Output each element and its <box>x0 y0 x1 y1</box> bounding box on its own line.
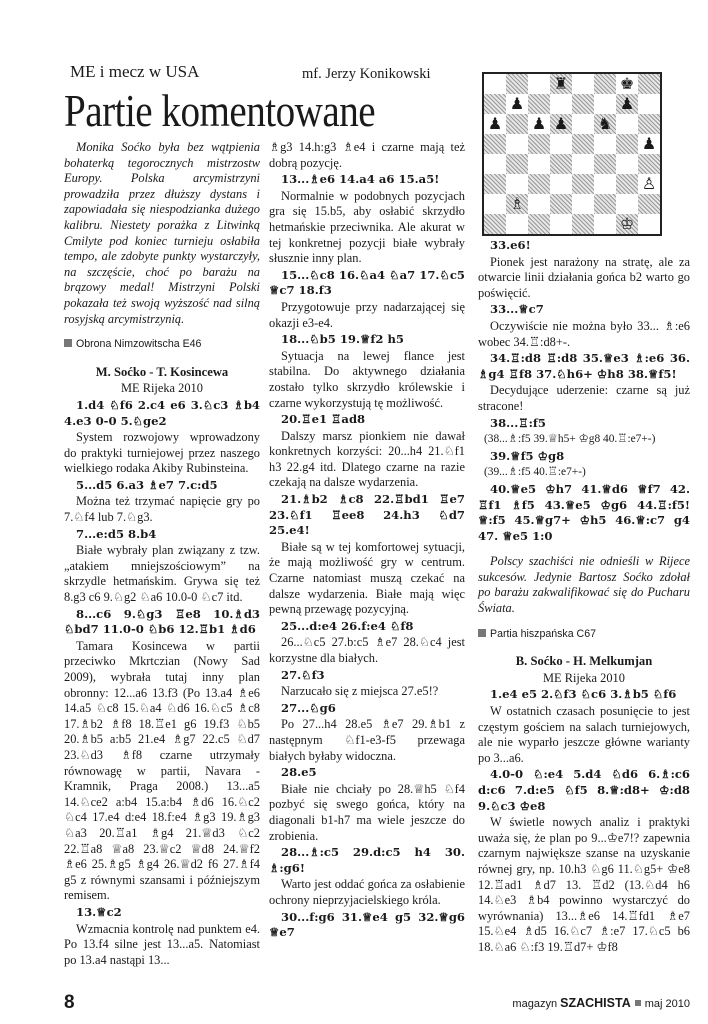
moves: 30...f:g6 31.♕e4 g5 32.♕g6 ♕e7 <box>269 909 465 940</box>
magazine-name: SZACHISTA <box>560 996 631 1010</box>
board-square <box>572 74 594 94</box>
moves: 18...♘b5 19.♕f2 h5 <box>281 332 404 347</box>
moves: 27...♘g6 <box>281 700 336 715</box>
board-square <box>638 114 660 134</box>
board-square <box>550 94 572 114</box>
article-author: mf. Jerzy Konikowski <box>302 66 431 82</box>
game-players: B. Soćko - H. Melkumjan <box>515 654 653 669</box>
board-piece: ♞ <box>594 114 616 134</box>
comment: Można też trzymać napięcie gry po 7.♘f4 lub 7.♘g3. <box>64 494 260 525</box>
square-separator-icon <box>635 1000 641 1006</box>
board-square <box>594 194 616 214</box>
board-square <box>484 214 506 234</box>
board-square <box>572 154 594 174</box>
article-title: Partie komentowane <box>64 85 376 136</box>
moves: 5...d5 6.a3 ♗e7 7.c:d5 <box>76 477 218 492</box>
board-piece: ♔ <box>616 214 638 234</box>
board-square <box>528 134 550 154</box>
moves: 39.♕f5 ♔g8 <box>490 448 565 463</box>
comment: Białe nie chciały po 28.♕h5 ♘f4 pozbyć się swego gońca, który na diagonali b1-h7 ma wiele jeszcze do zrobienia. <box>269 781 465 843</box>
board-square <box>484 94 506 114</box>
moves: 21.♗b2 ♗c8 22.♖bd1 ♖e7 23.♘f1 ♖ee8 24.h3 ♘d7 25.e4! <box>269 492 465 538</box>
board-piece: ♗ <box>506 194 528 214</box>
board-square <box>572 214 594 234</box>
summary-note: Polscy szachiści nie odnieśli w Rijece sukcesów. Jedynie Bartosz Soćko zdołał po barażu zakwalifikować się do Pucharu Świata. <box>478 554 690 616</box>
comment: Białe są w tej komfortowej sytuacji, że mają możliwość gry w centrum. Czarne natomiast muszą czekać na dalsze wydarzenia. Białe mają więc pewną przewagę pozycyjną. <box>269 539 465 617</box>
board-square <box>484 74 506 94</box>
board-square <box>528 74 550 94</box>
board-square <box>594 174 616 194</box>
comment: Decydujące uderzenie: czarne są już stracone! <box>478 383 690 413</box>
section-kicker: ME i mecz w USA <box>70 62 200 81</box>
moves: 4.0-0 ♘:e4 5.d4 ♘d6 6.♗:c6 d:c6 7.d:e5 ♘f5 8.♕:d8+ ♔:d8 9.♘c3 ♔e8 <box>478 767 690 813</box>
game-players: M. Soćko - T. Kosincewa <box>95 364 229 379</box>
comment: Po 27...h4 28.e5 ♗e7 29.♗b1 z następnym ♘f1-e3-f5 przewaga białych byłaby widoczna. <box>269 717 465 763</box>
board-piece: ♟ <box>484 114 506 134</box>
variation: (39...♗:f5 40.♖:e7+-) <box>484 466 586 479</box>
board-square <box>528 174 550 194</box>
moves: 28.e5 <box>281 765 317 780</box>
comment: Normalnie w podobnych pozycjach gra się 15.b5, aby osłabić skrzydło hetmańskie przeciwnika. Ale akurat w tej konkretnej pozycji białe wybrały słusznie inny plan. <box>269 188 465 266</box>
board-piece: ♙ <box>638 174 660 194</box>
board-piece: ♟ <box>616 94 638 114</box>
board-square <box>484 174 506 194</box>
board-piece: ♚ <box>616 74 638 94</box>
comment: Pionek jest narażony na stratę, ale za otwarcie linii działania gońca b2 warto go poświęcić. <box>478 254 690 300</box>
board-square <box>594 94 616 114</box>
board-square <box>638 74 660 94</box>
board-square <box>616 194 638 214</box>
board-square <box>528 94 550 114</box>
board-piece: ♟ <box>506 94 528 114</box>
board-piece: ♟ <box>638 134 660 154</box>
board-square <box>638 94 660 114</box>
moves: 34.♖:d8 ♖:d8 35.♕e3 ♗:e6 36. ♗g4 ♖f8 37.♘h6+ ♔h8 38.♕f5! <box>478 351 690 381</box>
moves: 28...♗:c5 29.d:c5 h4 30. ♗:g6! <box>269 845 465 875</box>
board-square <box>638 194 660 214</box>
board-square <box>550 174 572 194</box>
board-square <box>594 154 616 174</box>
board-square <box>528 154 550 174</box>
board-square <box>484 194 506 214</box>
board-square <box>484 154 506 174</box>
moves: 25...d:e4 26.f:e4 ♘f8 <box>281 618 414 633</box>
comment: 26...♘c5 27.b:c5 ♗e7 28.♘c4 jest korzystne dla białych. <box>269 635 465 665</box>
comment: Wzmacnia kontrolę nad punktem e4. Po 13.f4 silne jest 13...a5. Natomiast po 13.a4 nastąpi 13... <box>64 921 260 967</box>
moves: 1.d4 ♘f6 2.c4 e6 3.♘c3 ♗b4 4.e3 0-0 5.♘ge2 <box>64 397 260 428</box>
board-square <box>594 134 616 154</box>
board-square <box>572 194 594 214</box>
board-square <box>550 194 572 214</box>
comment: ♗g3 14.h:g3 ♗e4 i czarne mają też dobrą pozycję. <box>269 140 465 170</box>
board-square <box>616 154 638 174</box>
moves: 15...♘c8 16.♘a4 ♘a7 17.♘c5 ♕c7 18.f3 <box>269 267 465 298</box>
comment: Warto jest oddać gońca za osłabienie ochrony nieprzyjacielskiego króla. <box>269 877 465 907</box>
comment: Przygotowuje przy nadarzającej się okazji e3-e4. <box>269 299 465 330</box>
board-square <box>484 134 506 154</box>
magazine-label: magazyn <box>512 998 558 1010</box>
board-square <box>528 214 550 234</box>
moves: 38...♖:f5 <box>490 415 546 430</box>
intro-paragraph: Monika Soćko była bez wątpienia bohaterką tegorocznych mistrzostw Europy. Polska arcymistrzyni prowadziła przez dłuższy dystans i zapowiadała się niespodzianka dużego kalibru. Niestety porażka z Litwinką Cmilyte pod koniec turnieju osłabiła tempo, ale zdobyte punkty wystarczyły, na szczęście, choć po barażu na brązowy medal! Mistrzyni Polski pokazała też swoją wyższość nad silną rosyjską arcymistrzynią. <box>64 140 260 326</box>
moves: 27.♘f3 <box>281 667 325 682</box>
moves: 33...♕c7 <box>490 302 544 317</box>
board-square <box>616 134 638 154</box>
moves: 8...c6 9.♘g3 ♖e8 10.♗d3 ♘bd7 11.0-0 ♘b6 12.♖b1 ♗d6 <box>64 606 260 637</box>
comment: System rozwojowy wprowadzony do praktyki turniejowej przez naszego wielkiego rodaka Akiby Rubinsteina. <box>64 430 260 476</box>
comment: W ostatnich czasach posunięcie to jest częstym gościem na salach turniejowych, ale nie wyparło jeszcze główne warianty po 3...a6. <box>478 704 690 765</box>
page-number: 8 <box>64 992 75 1013</box>
board-piece: ♟ <box>550 114 572 134</box>
board-square <box>550 154 572 174</box>
moves: 40.♕e5 ♔h7 41.♕d6 ♕f7 42. ♖f1 ♗f5 43.♕e5 ♔g6 44.♖:f5! ♕:f5 45.♕g7+ ♔h5 46.♕:c7 g4 47. ♕e5 1:0 <box>478 481 690 543</box>
board-square <box>528 194 550 214</box>
comment: W świetle nowych analiz i praktyki uważa się, że plan po 9...♔e7!? zapewnia czarnym największe szanse na uzyskanie równej gry, np. 10.h3 ♘g6 11.♘g5+ ♔e8 12.♖ad1 ♗d7 13. ♖d2 (13.♘d4 h6 14.♘e3 ♗b4 powinno wystarczyć do wyrównania) 13...♗e6 14.♖fd1 ♗e7 15.♘e4 ♗d5 16.♘c7 ♗:e7 17.♘c5 b6 18.♘a6 ♘:f3 19.♖d7+ ♔f8 <box>478 815 690 954</box>
board-square <box>572 94 594 114</box>
board-square <box>550 134 572 154</box>
page-footer <box>0 992 708 1018</box>
board-square <box>506 154 528 174</box>
board-square <box>572 174 594 194</box>
board-piece: ♟ <box>528 114 550 134</box>
moves: 1.e4 e5 2.♘f3 ♘c6 3.♗b5 ♘f6 <box>490 687 677 702</box>
board-square <box>638 154 660 174</box>
game-event: ME Rijeka 2010 <box>121 381 203 396</box>
board-square <box>506 74 528 94</box>
comment: Białe wybrały plan związany z tzw. „atakiem mniejszościowym” na skrzydle hetmańskim. Grywa się też 8.g3 c6 9.♘g2 ♘a6 10.0-0 ♘c7 itd. <box>64 543 260 605</box>
comment: Sytuacja na lewej flance jest stabilna. Do aktywnego działania zostało tylko skrzydło królewskie i czarne wykorzystują tę możliwość. <box>269 348 465 410</box>
comment: Oczywiście nie można było 33... ♗:e6 wobec 34.♖:d8+-. <box>478 318 690 349</box>
board-square <box>616 114 638 134</box>
column-2 <box>269 140 465 942</box>
board-square <box>638 214 660 234</box>
board-square <box>550 214 572 234</box>
column-1 <box>64 140 260 969</box>
moves: 7...e:d5 8.b4 <box>76 526 157 541</box>
moves: 13.♕c2 <box>76 904 122 919</box>
comment: Dalszy marsz pionkiem nie dawał konkretnych korzyści: 20...h4 21.♘f1 h3 22.g4 itd. Dlatego czarne na razie czekają na dalsze wydarzenia. <box>269 428 465 490</box>
opening-label: Obrona Nimzowitscha E46 <box>64 337 260 353</box>
magazine-issue: maj 2010 <box>644 998 690 1010</box>
board-square <box>506 114 528 134</box>
board-piece: ♜ <box>550 74 572 94</box>
board-square <box>572 134 594 154</box>
square-bullet-icon <box>64 339 72 347</box>
board-square <box>616 174 638 194</box>
opening-label: Partia hiszpańska C67 <box>478 627 690 643</box>
comment: Narzucało się z miejsca 27.e5!? <box>281 684 439 699</box>
board-square <box>572 114 594 134</box>
comment: Tamara Kosincewa w partii przeciwko Mkrtczian (Nowy Sad 2009), wybrała tutaj inny plan obronny: 12...a6 13.f3 (Po 13.a4 ♗e6 14.a5 ♘c8 15.♘a4 ♘d6 16.♘c5 ♗c8 17.♗b2 ♗f8 18.♖e1 g6 19.f3 ♘b5 20.♗b5 a:b5 21.e4 ♗g7 22.c5 ♘d7 23.♘d3 ♗f8 czarne utrzymały równowagę w partii, Navara - Kramnik, Praga 2008.) 13...a5 14.♘ce2 a:b4 15.a:b4 ♗d6 16.♘c2 ♘c4 17.e4 d:e4 18.f:e4 ♗g3 19.♗g3 ♘a3 20.♖a1 ♗g4 21.♕d3 ♘c2 22.♖a8 ♕a8 23.♕c2 ♕d8 24.♕f2 ♗e6 25.♗g5 ♗g4 26.♕d2 f6 27.♗f4 g5 z równymi szansami i późniejszym remisem. <box>64 638 260 903</box>
magazine-credit <box>512 996 690 1010</box>
moves: 13...♗e6 14.a4 a6 15.a5! <box>281 172 440 187</box>
square-bullet-icon <box>478 629 486 637</box>
board-square <box>594 214 616 234</box>
moves: 20.♖e1 ♖ad8 <box>281 412 366 427</box>
game-event: ME Rijeka 2010 <box>543 670 625 685</box>
moves: 33.e6! <box>490 238 531 252</box>
chess-diagram <box>482 72 662 236</box>
board-square <box>506 174 528 194</box>
board-square <box>506 214 528 234</box>
variation: (38...♗:f5 39.♕h5+ ♔g8 40.♖:e7+-) <box>484 433 656 446</box>
board-square <box>506 134 528 154</box>
column-3 <box>478 238 690 957</box>
board-square <box>594 74 616 94</box>
